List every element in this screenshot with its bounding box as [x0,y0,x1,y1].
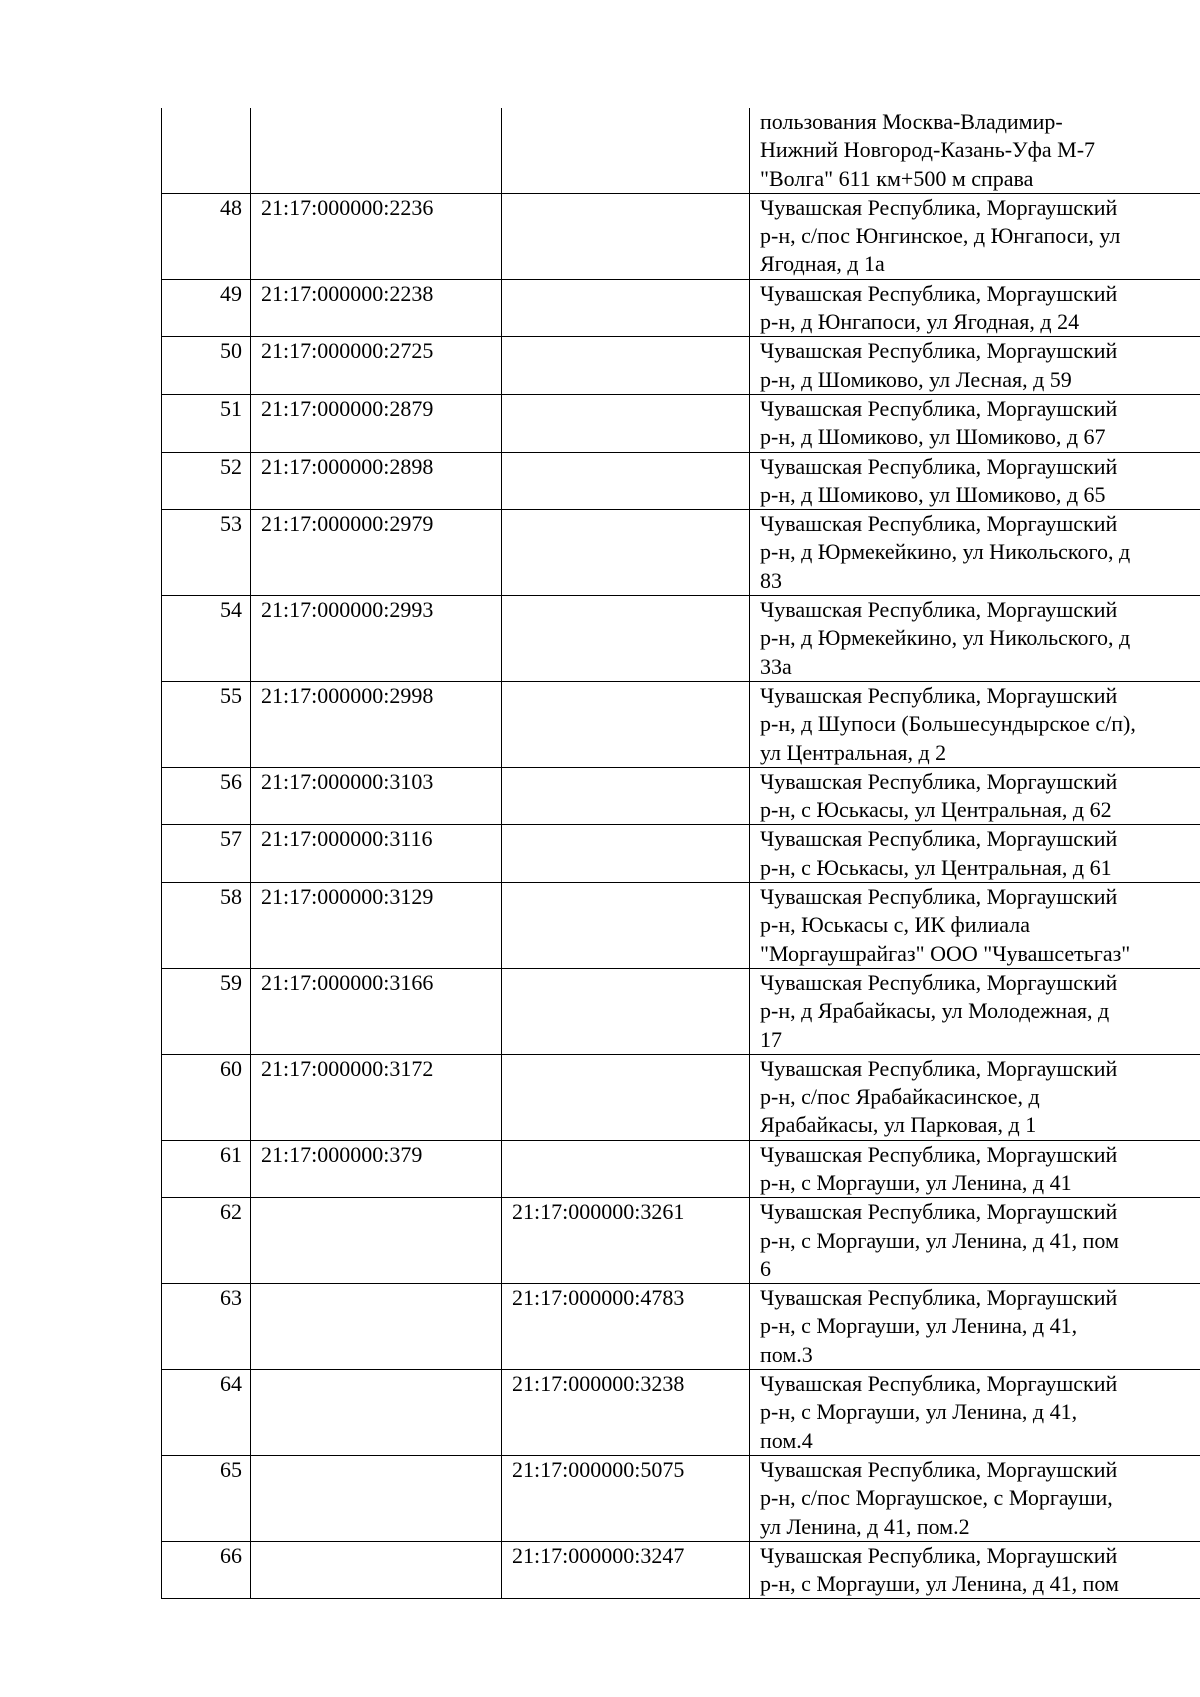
row-number-cell: 58 [162,883,251,969]
table-row [162,1370,1200,1456]
address-line: пользования Москва-Владимир- [760,109,1063,134]
address-line: р-н, д Юрмекейкино, ул Никольского, д [760,625,1131,651]
address-line: Чувашская Республика, Моргаушский [760,194,1118,220]
address-line: р-н, с Юськасы, ул Центральная, д 62 [760,797,1112,823]
address-cell [750,681,1200,767]
address-cell [750,394,1200,452]
row-number-cell: 63 [162,1284,251,1370]
address-line: Чувашская Республика, Моргаушский [760,826,1118,852]
cadastral-registry-table [161,108,1200,1599]
address-line: 83 [760,567,782,593]
building-cadastral-number-cell [251,1541,502,1599]
building-cadastral-number-cell [251,1370,502,1456]
room-cadastral-number-cell: 21:17:000000:4783 [502,1284,750,1370]
address-line: Ярабайкасы, ул Парковая, д 1 [760,1112,1037,1138]
building-cadastral-number-cell [251,1284,502,1370]
address-line: р-н, д Шомиково, ул Шомиково, д 67 [760,424,1106,450]
table-row [162,510,1200,596]
address-line: Ягодная, д 1а [760,251,885,277]
address-cell [750,825,1200,883]
row-number-cell: 65 [162,1455,251,1541]
address-cell [750,767,1200,825]
room-cadastral-number-cell [502,337,750,395]
building-cadastral-number-cell [251,1455,502,1541]
row-number-cell: 51 [162,394,251,452]
table-row [162,452,1200,510]
address-cell [750,452,1200,510]
address-line: Чувашская Республика, Моргаушский [760,1141,1118,1167]
address-cell [750,1054,1200,1140]
table-row [162,1541,1200,1599]
address-line: р-н, с Моргауши, ул Ленина, д 41, пом [760,1227,1119,1253]
room-cadastral-number-cell [502,1140,750,1198]
address-cell [750,337,1200,395]
row-number-cell: 57 [162,825,251,883]
row-number-cell: 59 [162,968,251,1054]
room-cadastral-number-cell: 21:17:000000:3247 [502,1541,750,1599]
address-line: Чувашская Республика, Моргаушский [760,395,1118,421]
address-cell [750,510,1200,596]
table-row [162,767,1200,825]
address-line: Чувашская Республика, Моргаушский [760,1199,1118,1225]
row-number-cell: 53 [162,510,251,596]
room-cadastral-number-cell [502,1054,750,1140]
address-line: р-н, с Моргауши, ул Ленина, д 41, пом [760,1571,1119,1597]
table-row [162,394,1200,452]
building-cadastral-number-cell: 21:17:000000:2236 [251,193,502,279]
address-line: Чувашская Республика, Моргаушский [760,682,1118,708]
address-line: р-н, д Шупоси (Большесундырское с/п), [760,711,1136,737]
row-number-cell: 52 [162,452,251,510]
room-cadastral-number-cell [502,452,750,510]
address-line: пом.4 [760,1427,813,1453]
room-cadastral-number-cell [502,767,750,825]
address-line: ул Центральная, д 2 [760,739,947,765]
address-line: р-н, Юськасы с, ИК филиала [760,912,1030,938]
table-row [162,108,1200,193]
address-cell [750,1370,1200,1456]
address-line: р-н, с Моргауши, ул Ленина, д 41, [760,1313,1078,1339]
address-line: р-н, д Шомиково, ул Шомиково, д 65 [760,481,1106,507]
table-row [162,193,1200,279]
address-line: Чувашская Республика, Моргаушский [760,768,1118,794]
room-cadastral-number-cell [502,108,750,193]
address-cell [750,1541,1200,1599]
address-cell [750,193,1200,279]
address-line: р-н, д Шомиково, ул Лесная, д 59 [760,366,1072,392]
building-cadastral-number-cell: 21:17:000000:3166 [251,968,502,1054]
address-line: р-н, с Юськасы, ул Центральная, д 61 [760,854,1112,880]
address-line: "Моргаушрайгаз" ООО "Чувашсетьгаз" [760,940,1131,966]
room-cadastral-number-cell [502,883,750,969]
address-cell [750,883,1200,969]
address-line: пом.3 [760,1341,813,1367]
row-number-cell: 56 [162,767,251,825]
row-number-cell: 49 [162,279,251,337]
address-line: Чувашская Республика, Моргаушский [760,453,1118,479]
building-cadastral-number-cell: 21:17:000000:2979 [251,510,502,596]
address-line: ул Ленина, д 41, пом.2 [760,1513,970,1539]
table-row [162,968,1200,1054]
room-cadastral-number-cell [502,681,750,767]
registry-table-body [162,108,1200,1599]
row-number-cell: 64 [162,1370,251,1456]
table-row [162,596,1200,682]
row-number-cell: 61 [162,1140,251,1198]
building-cadastral-number-cell: 21:17:000000:2725 [251,337,502,395]
address-line: Чувашская Республика, Моргаушский [760,280,1118,306]
building-cadastral-number-cell: 21:17:000000:2898 [251,452,502,510]
address-line: 33а [760,653,792,679]
room-cadastral-number-cell [502,394,750,452]
building-cadastral-number-cell [251,1198,502,1284]
address-line: р-н, д Ярабайкасы, ул Молодежная, д [760,998,1110,1024]
address-line: р-н, с Моргауши, ул Ленина, д 41, [760,1399,1078,1425]
building-cadastral-number-cell: 21:17:000000:3116 [251,825,502,883]
row-number-cell: 48 [162,193,251,279]
building-cadastral-number-cell: 21:17:000000:2238 [251,279,502,337]
address-line: Нижний Новгород-Казань-Уфа М-7 [760,137,1096,163]
table-row [162,1198,1200,1284]
building-cadastral-number-cell: 21:17:000000:379 [251,1140,502,1198]
address-line: Чувашская Республика, Моргаушский [760,1456,1118,1482]
room-cadastral-number-cell [502,968,750,1054]
address-line: Чувашская Республика, Моргаушский [760,1055,1118,1081]
address-line: Чувашская Республика, Моргаушский [760,884,1118,910]
building-cadastral-number-cell: 21:17:000000:2993 [251,596,502,682]
row-number-cell: 55 [162,681,251,767]
table-row [162,279,1200,337]
address-line: Чувашская Республика, Моргаушский [760,597,1118,623]
address-line: 6 [760,1255,771,1281]
room-cadastral-number-cell: 21:17:000000:3261 [502,1198,750,1284]
row-number-cell: 50 [162,337,251,395]
address-line: р-н, с/пос Моргаушское, с Моргауши, [760,1485,1113,1511]
table-row [162,1054,1200,1140]
address-line: р-н, с Моргауши, ул Ленина, д 41 [760,1169,1072,1195]
row-number-cell: 62 [162,1198,251,1284]
address-line: "Волга" 611 км+500 м справа [760,165,1034,191]
building-cadastral-number-cell [251,108,502,193]
address-cell [750,596,1200,682]
address-line: Чувашская Республика, Моргаушский [760,1371,1118,1397]
address-line: 17 [760,1026,782,1052]
building-cadastral-number-cell: 21:17:000000:3103 [251,767,502,825]
table-row [162,1140,1200,1198]
address-line: Чувашская Республика, Моргаушский [760,338,1118,364]
table-row [162,883,1200,969]
row-number-cell: 66 [162,1541,251,1599]
room-cadastral-number-cell [502,825,750,883]
address-cell [750,279,1200,337]
room-cadastral-number-cell: 21:17:000000:3238 [502,1370,750,1456]
room-cadastral-number-cell [502,193,750,279]
address-cell [750,968,1200,1054]
address-line: р-н, д Юрмекейкино, ул Никольского, д [760,539,1131,565]
address-cell [750,1140,1200,1198]
table-row [162,337,1200,395]
address-line: р-н, с/пос Юнгинское, д Юнгапоси, ул [760,223,1121,249]
address-line: Чувашская Республика, Моргаушский [760,1542,1118,1568]
address-line: Чувашская Республика, Моргаушский [760,511,1118,537]
building-cadastral-number-cell: 21:17:000000:3129 [251,883,502,969]
room-cadastral-number-cell: 21:17:000000:5075 [502,1455,750,1541]
address-cell [750,1198,1200,1284]
address-cell [750,1284,1200,1370]
room-cadastral-number-cell [502,596,750,682]
table-row [162,1455,1200,1541]
table-row [162,825,1200,883]
row-number-cell: 54 [162,596,251,682]
table-row [162,681,1200,767]
row-number-cell: 60 [162,1054,251,1140]
address-cell [750,108,1200,193]
address-cell [750,1455,1200,1541]
building-cadastral-number-cell: 21:17:000000:2879 [251,394,502,452]
address-line: Чувашская Республика, Моргаушский [760,1285,1118,1311]
address-line: Чувашская Республика, Моргаушский [760,969,1118,995]
row-number-cell [162,108,251,193]
address-line: р-н, д Юнгапоси, ул Ягодная, д 24 [760,309,1080,335]
building-cadastral-number-cell: 21:17:000000:2998 [251,681,502,767]
building-cadastral-number-cell: 21:17:000000:3172 [251,1054,502,1140]
room-cadastral-number-cell [502,279,750,337]
room-cadastral-number-cell [502,510,750,596]
address-line: р-н, с/пос Ярабайкасинское, д [760,1084,1040,1110]
table-row [162,1284,1200,1370]
